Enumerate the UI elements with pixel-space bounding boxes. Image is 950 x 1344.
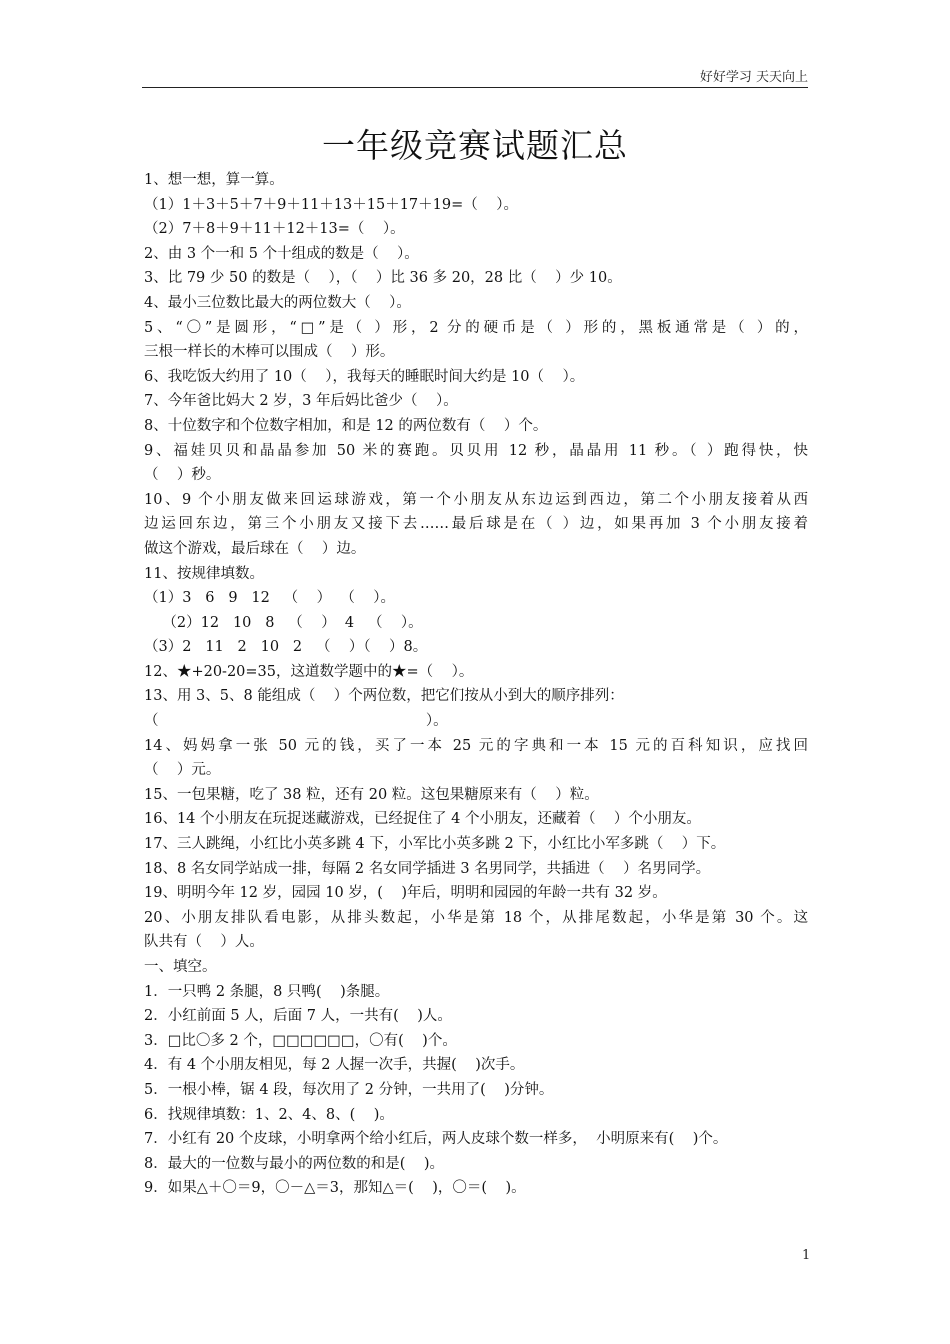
page-number: 1 xyxy=(802,1248,811,1263)
question-line: （ ）。 xyxy=(144,713,448,730)
question-line: 7．小红有 20 个皮球，小明拿两个给小红后，两人皮球个数一样多， 小明原来有( )个。 xyxy=(144,1131,728,1148)
question-line: 1、想一想，算一算。 xyxy=(144,172,284,188)
question-line: （2）12 10 8 （ ） 4 （ ）。 xyxy=(144,614,423,631)
question-line: 15、一包果糖，吃了 38 粒，还有 20 粒。这包果糖原来有（ ）粒。 xyxy=(144,786,599,803)
question-line: 边运回东边，第三个小朋友又接下去……最后球是在（ ）边，如果再加 3 个小朋友接着 xyxy=(144,516,808,533)
question-line: （ ）秒。 xyxy=(144,467,221,484)
question-line: 8、十位数字和个位数字相加，和是 12 的两位数有（ ）个。 xyxy=(144,417,548,434)
question-line: 4、最小三位数比最大的两位数大（ ）。 xyxy=(144,294,411,311)
question-line: 2、由 3 个一和 5 个十组成的数是（ ）。 xyxy=(144,245,419,262)
question-line: 做这个游戏，最后球在（ ）边。 xyxy=(144,540,366,557)
question-line: 9、福娃贝贝和晶晶参加 50 米的赛跑。贝贝用 12 秒，晶晶用 11 秒。（ ）跑得快，快 xyxy=(144,442,808,459)
question-line: 13、用 3、5、8 能组成（ ）个两位数，把它们按从小到大的顺序排列： xyxy=(144,688,624,705)
question-line: 4．有 4 个小朋友相见，每 2 人握一次手，共握( )次手。 xyxy=(144,1057,525,1074)
question-line: 11、按规律填数。 xyxy=(144,565,264,582)
question-line: 2．小红前面 5 人，后面 7 人，一共有( )人。 xyxy=(144,1008,452,1025)
question-line: 9．如果△＋〇＝9，〇－△＝3，那知△＝( )，〇＝( )。 xyxy=(144,1180,526,1197)
question-line: 8．最大的一位数与最小的两位数的和是( )。 xyxy=(144,1155,444,1172)
header-divider xyxy=(142,87,808,88)
header-text: 好好学习 天天向上 xyxy=(699,70,808,85)
question-line: 三根一样长的木棒可以围成（ ）形。 xyxy=(144,344,395,361)
question-line: 12、★+20-20=35，这道数学题中的★=（ ）。 xyxy=(144,663,474,680)
question-line: 18、8 名女同学站成一排，每隔 2 名女同学插进 3 名男同学，共插进（ ）名男同学。 xyxy=(144,860,711,877)
question-line: 6．找规律填数：1、2、4、8、( )。 xyxy=(144,1106,394,1123)
question-line: 20、小朋友排队看电影，从排头数起，小华是第 18 个，从排尾数起，小华是第 30 个。这 xyxy=(144,909,808,926)
question-line: （ ）元。 xyxy=(144,762,221,779)
question-line: 5．一根小棒，锯 4 段，每次用了 2 分钟，一共用了( )分钟。 xyxy=(144,1081,554,1098)
question-line: 7、今年爸比妈大 2 岁，3 年后妈比爸少（ ）。 xyxy=(144,393,458,410)
question-line: 一、填空。 xyxy=(144,959,217,975)
question-line: （2）7＋8＋9＋11＋12＋13=（ ）。 xyxy=(144,221,405,238)
question-line: （1）1＋3＋5＋7＋9＋11＋13＋15＋17＋19=（ ）。 xyxy=(144,196,518,213)
question-line: 5、“〇”是圆形，“□”是（ ）形，2 分的硬币是（ ）形的，黑板通常是（ ）的， xyxy=(144,319,808,336)
question-line: 3．□比〇多 2 个，□□□□□□，〇有( )个。 xyxy=(144,1032,457,1049)
question-line: 3、比 79 少 50 的数是（ ），（ ）比 36 多 20，28 比（ ）少 10。 xyxy=(144,270,622,287)
question-line: 队共有（ ）人。 xyxy=(144,934,264,951)
question-line: 17、三人跳绳，小红比小英多跳 4 下，小军比小英多跳 2 下，小红比小军多跳（ ）下。 xyxy=(144,836,726,853)
question-line: 6、我吃饭大约用了 10（ ），我每天的睡眠时间大约是 10（ ）。 xyxy=(144,368,585,385)
page-title: 一年级竞赛试题汇总 xyxy=(322,126,628,165)
question-line: （3）2 11 2 10 2 （ ）（ ）8。 xyxy=(144,639,428,656)
question-line: （1）3 6 9 12 （ ） （ ）。 xyxy=(144,590,396,607)
question-line: 16、14 个小朋友在玩捉迷藏游戏，已经捉住了 4 个小朋友，还藏着（ ）个小朋友。 xyxy=(144,811,701,828)
question-list xyxy=(144,168,808,1201)
question-line: 1．一只鸭 2 条腿，8 只鸭( )条腿。 xyxy=(144,983,390,1000)
question-line: 14、妈妈拿一张 50 元的钱，买了一本 25 元的字典和一本 15 元的百科知识，应找回 xyxy=(144,737,808,754)
question-line: 10、9 个小朋友做来回运球游戏，第一个小朋友从东边运到西边，第二个小朋友接着从西 xyxy=(144,491,808,508)
question-line: 19、明明今年 12 岁，园园 10 岁，( )年后，明明和园园的年龄一共有 32 岁。 xyxy=(144,885,667,902)
